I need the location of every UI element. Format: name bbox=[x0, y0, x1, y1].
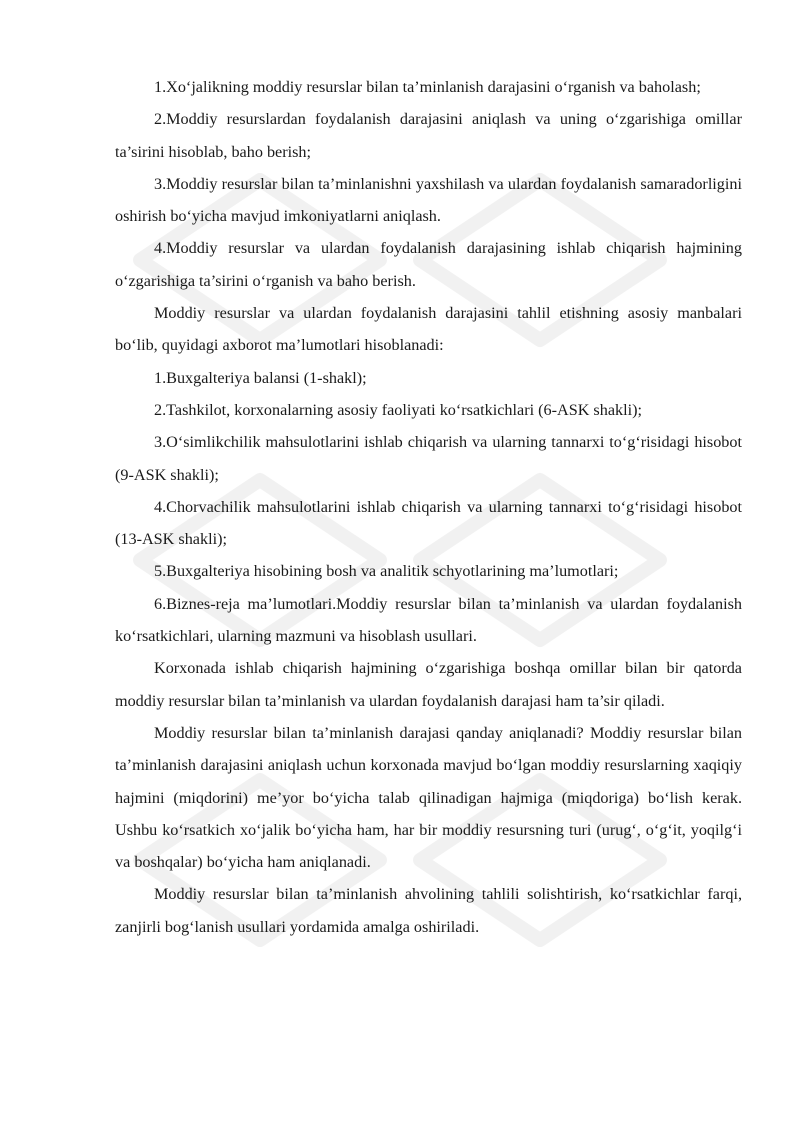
paragraph: 5.Buxgalteriya hisobining bosh va analitik schyotlarining ma’lumotlari; bbox=[154, 562, 619, 581]
paragraph: Moddiy resurslar bilan ta’minlanish darajasi qanday aniqlanadi? Moddiy resurslar bilan ta’minlanish darajasini aniqlash uchun korxonada mavjud bo‘lgan moddiy resurslarning xaqiqiy hajmini (miqdorini) me’yor bo‘yicha talab qilinadigan hajmiga (miqdoriga) bo‘lish kerak. Ushbu ko‘rsatkich xo‘jalik bo‘yicha ham, har bir moddiy resursning turi (urug‘, o‘g‘it, yoqilg‘i va boshqalar) bo‘yicha ham aniqlanadi. bbox=[115, 723, 742, 872]
paragraph: 4.Moddiy resurslar va ulardan foydalanish darajasining ishlab chiqarish hajmining o‘zgarishiga ta’sirini o‘rganish va baho berish. bbox=[115, 239, 742, 290]
paragraph: Korxonada ishlab chiqarish hajmining o‘zgarishiga boshqa omillar bilan bir qatorda moddiy resurslar bilan ta’minlanish va ulardan foydalanish darajasi ham ta’sir qiladi. bbox=[115, 659, 742, 710]
paragraph: 4.Chorvachilik mahsulotlarini ishlab chiqarish va ularning tannarxi to‘g‘risidagi hisobot (13-ASK shakli); bbox=[115, 497, 742, 549]
document-body bbox=[115, 71, 742, 943]
paragraph: 1.Xo‘jalikning moddiy resurslar bilan ta’minlanish darajasini o‘rganish va baholash; bbox=[154, 78, 701, 96]
paragraph: 3.O‘simlikchilik mahsulotlarini ishlab chiqarish va ularning tannarxi to‘g‘risidagi hisobot (9-ASK shakli); bbox=[115, 433, 742, 484]
paragraph: 1.Buxgalteriya balansi (1-shakl); bbox=[154, 368, 367, 387]
paragraph: 6.Biznes-reja ma’lumotlari.Moddiy resurslar bilan ta’minlanish va ulardan foydalanish ko‘rsatkichlari, ularning mazmuni va hisoblash usullari. bbox=[115, 594, 742, 646]
paragraph: 3.Moddiy resurslar bilan ta’minlanishni yaxshilash va ulardan foydalanish samaradorligini oshirish bo‘yicha mavjud imkoniyatlarni aniqlash. bbox=[115, 174, 742, 226]
paragraph: Moddiy resurslar va ulardan foydalanish darajasini tahlil etishning asosiy manbalari bo‘lib, quyidagi axborot ma’lumotlari hisoblanadi: bbox=[115, 304, 742, 355]
paragraph: 2.Moddiy resurslardan foydalanish darajasini aniqlash va uning o‘zgarishiga omillar ta’sirini hisoblab, baho berish; bbox=[115, 110, 742, 161]
paragraph: Moddiy resurslar bilan ta’minlanish ahvolining tahlili solishtirish, ko‘rsatkichlar farqi, zanjirli bog‘lanish usullari yordamida amalga oshiriladi. bbox=[115, 885, 742, 936]
paragraph: 2.Tashkilot, korxonalarning asosiy faoliyati ko‘rsatkichlari (6-ASK shakli); bbox=[154, 400, 642, 419]
